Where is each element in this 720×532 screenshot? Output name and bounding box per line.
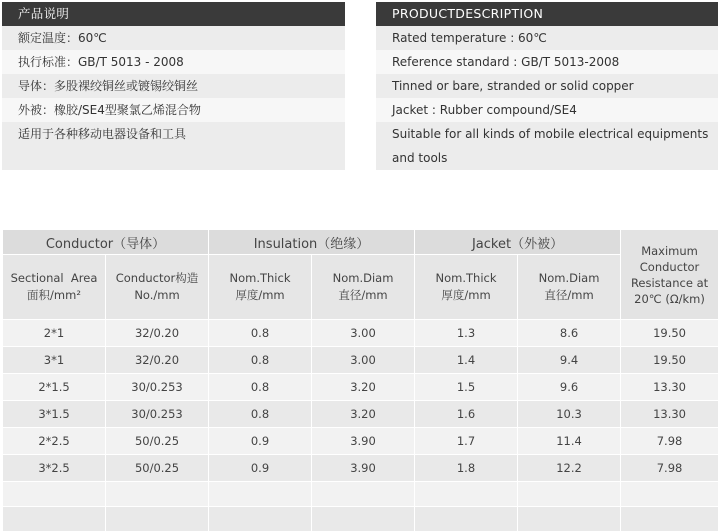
conductor-construction-header	[106, 255, 209, 320]
construction-cell: 32/0.20	[106, 320, 209, 347]
ins-thick-line2: 厚度/mm	[235, 288, 285, 302]
jac-diam-cell: 10.3	[518, 401, 621, 428]
table-row	[3, 374, 719, 401]
insulation-group-header: Insulation（绝缘）	[209, 230, 415, 255]
max-resistance-line4: 20℃ (Ω/km)	[634, 291, 705, 306]
jacket-group-header: Jacket（外被）	[415, 230, 621, 255]
sectional-area-header	[3, 255, 106, 320]
ins-diam-line1: Nom.Diam	[332, 271, 394, 285]
ins-thick-cell: 0.9	[209, 455, 312, 482]
group-header-row	[3, 230, 719, 255]
construction-cell: 50/0.25	[106, 428, 209, 455]
cn-conductor: 导体：多股裸绞铜丝或镀锡绞铜丝	[2, 74, 345, 98]
max-resistance-line2: Conductor	[639, 259, 700, 274]
table-row	[3, 428, 719, 455]
construction-line2: No./mm	[134, 288, 180, 302]
table-row	[3, 455, 719, 482]
sectional-area-cell: 3*2.5	[3, 455, 106, 482]
en-jacket: Jacket : Rubber compound/SE4	[376, 98, 718, 122]
construction-line1: Conductor构造	[115, 271, 199, 285]
jac-diam-cell: 8.6	[518, 320, 621, 347]
sectional-area-en: Sectional Area	[10, 271, 98, 285]
ins-thick-cell: 0.8	[209, 374, 312, 401]
jacket-thickness-header	[415, 255, 518, 320]
ins-diam-cell: 3.20	[312, 401, 415, 428]
insulation-thickness-header	[209, 255, 312, 320]
en-application-line1: Suitable for all kinds of mobile electrical equipments	[392, 127, 709, 141]
max-resistance-line1: Maximum	[641, 243, 698, 258]
ins-diam-line2: 直径/mm	[338, 288, 388, 302]
jac-diam-line1: Nom.Diam	[538, 271, 600, 285]
cn-rated-temperature: 额定温度：60℃	[2, 26, 345, 50]
empty-cell	[312, 482, 415, 507]
ins-thick-cell: 0.8	[209, 320, 312, 347]
empty-cell	[415, 507, 518, 532]
cn-application	[2, 122, 345, 170]
table-row	[3, 347, 719, 374]
jacket-diameter-header	[518, 255, 621, 320]
empty-cell	[106, 507, 209, 532]
empty-cell	[312, 507, 415, 532]
en-conductor: Tinned or bare, stranded or solid copper	[376, 74, 718, 98]
jac-diam-cell: 11.4	[518, 428, 621, 455]
empty-cell	[518, 507, 621, 532]
sub-header-row	[3, 255, 719, 320]
sectional-area-cn: 面积/mm²	[27, 288, 81, 302]
jac-thick-line1: Nom.Thick	[435, 271, 497, 285]
resistance-cell: 7.98	[621, 455, 719, 482]
cn-jacket: 外被：橡胶/SE4型聚氯乙烯混合物	[2, 98, 345, 122]
resistance-cell: 19.50	[621, 320, 719, 347]
construction-cell: 32/0.20	[106, 347, 209, 374]
jac-thick-cell: 1.8	[415, 455, 518, 482]
spec-table	[2, 229, 719, 532]
ins-diam-cell: 3.90	[312, 428, 415, 455]
sectional-area-cell: 2*2.5	[3, 428, 106, 455]
cn-panel-title: 产品说明	[2, 2, 345, 26]
jac-thick-cell: 1.3	[415, 320, 518, 347]
resistance-cell: 13.30	[621, 401, 719, 428]
empty-cell	[3, 482, 106, 507]
jac-thick-cell: 1.7	[415, 428, 518, 455]
empty-table-row	[3, 507, 719, 532]
resistance-cell: 13.30	[621, 374, 719, 401]
en-panel-title: PRODUCTDESCRIPTION	[376, 2, 718, 26]
ins-diam-cell: 3.00	[312, 320, 415, 347]
resistance-cell: 19.50	[621, 347, 719, 374]
construction-cell: 30/0.253	[106, 374, 209, 401]
conductor-group-header: Conductor（导体）	[3, 230, 209, 255]
cn-description-panel	[2, 2, 345, 170]
table-row	[3, 320, 719, 347]
empty-cell	[621, 482, 719, 507]
en-application-line2: and tools	[392, 151, 448, 165]
sectional-area-cell: 3*1.5	[3, 401, 106, 428]
max-resistance-header	[621, 230, 719, 320]
cn-panel-rows	[2, 26, 345, 170]
ins-thick-cell: 0.8	[209, 401, 312, 428]
ins-thick-line1: Nom.Thick	[229, 271, 291, 285]
empty-cell	[3, 507, 106, 532]
jac-thick-line2: 厚度/mm	[441, 288, 491, 302]
en-standard: Reference standard : GB/T 5013-2008	[376, 50, 718, 74]
empty-table-row	[3, 482, 719, 507]
resistance-cell: 7.98	[621, 428, 719, 455]
ins-diam-cell: 3.90	[312, 455, 415, 482]
ins-diam-cell: 3.20	[312, 374, 415, 401]
sectional-area-cell: 2*1.5	[3, 374, 106, 401]
empty-cell	[209, 482, 312, 507]
empty-cell	[106, 482, 209, 507]
table-row	[3, 401, 719, 428]
empty-cell	[621, 507, 719, 532]
jac-diam-cell: 12.2	[518, 455, 621, 482]
empty-cell	[518, 482, 621, 507]
jac-thick-cell: 1.6	[415, 401, 518, 428]
en-panel-rows	[376, 26, 718, 170]
jac-diam-cell: 9.6	[518, 374, 621, 401]
insulation-diameter-header	[312, 255, 415, 320]
cn-application-text: 适用于各种移动电器设备和工具	[18, 127, 187, 141]
sectional-area-cell: 3*1	[3, 347, 106, 374]
jac-thick-cell: 1.5	[415, 374, 518, 401]
empty-cell	[415, 482, 518, 507]
jac-diam-line2: 直径/mm	[544, 288, 594, 302]
ins-thick-cell: 0.9	[209, 428, 312, 455]
max-resistance-line3: Resistance at	[630, 275, 709, 290]
en-description-panel	[376, 2, 718, 170]
en-application	[376, 122, 718, 170]
construction-cell: 50/0.25	[106, 455, 209, 482]
ins-diam-cell: 3.00	[312, 347, 415, 374]
ins-thick-cell: 0.8	[209, 347, 312, 374]
sectional-area-cell: 2*1	[3, 320, 106, 347]
construction-cell: 30/0.253	[106, 401, 209, 428]
en-rated-temperature: Rated temperature : 60℃	[376, 26, 718, 50]
jac-thick-cell: 1.4	[415, 347, 518, 374]
cn-standard: 执行标准：GB/T 5013 - 2008	[2, 50, 345, 74]
jac-diam-cell: 9.4	[518, 347, 621, 374]
empty-cell	[209, 507, 312, 532]
